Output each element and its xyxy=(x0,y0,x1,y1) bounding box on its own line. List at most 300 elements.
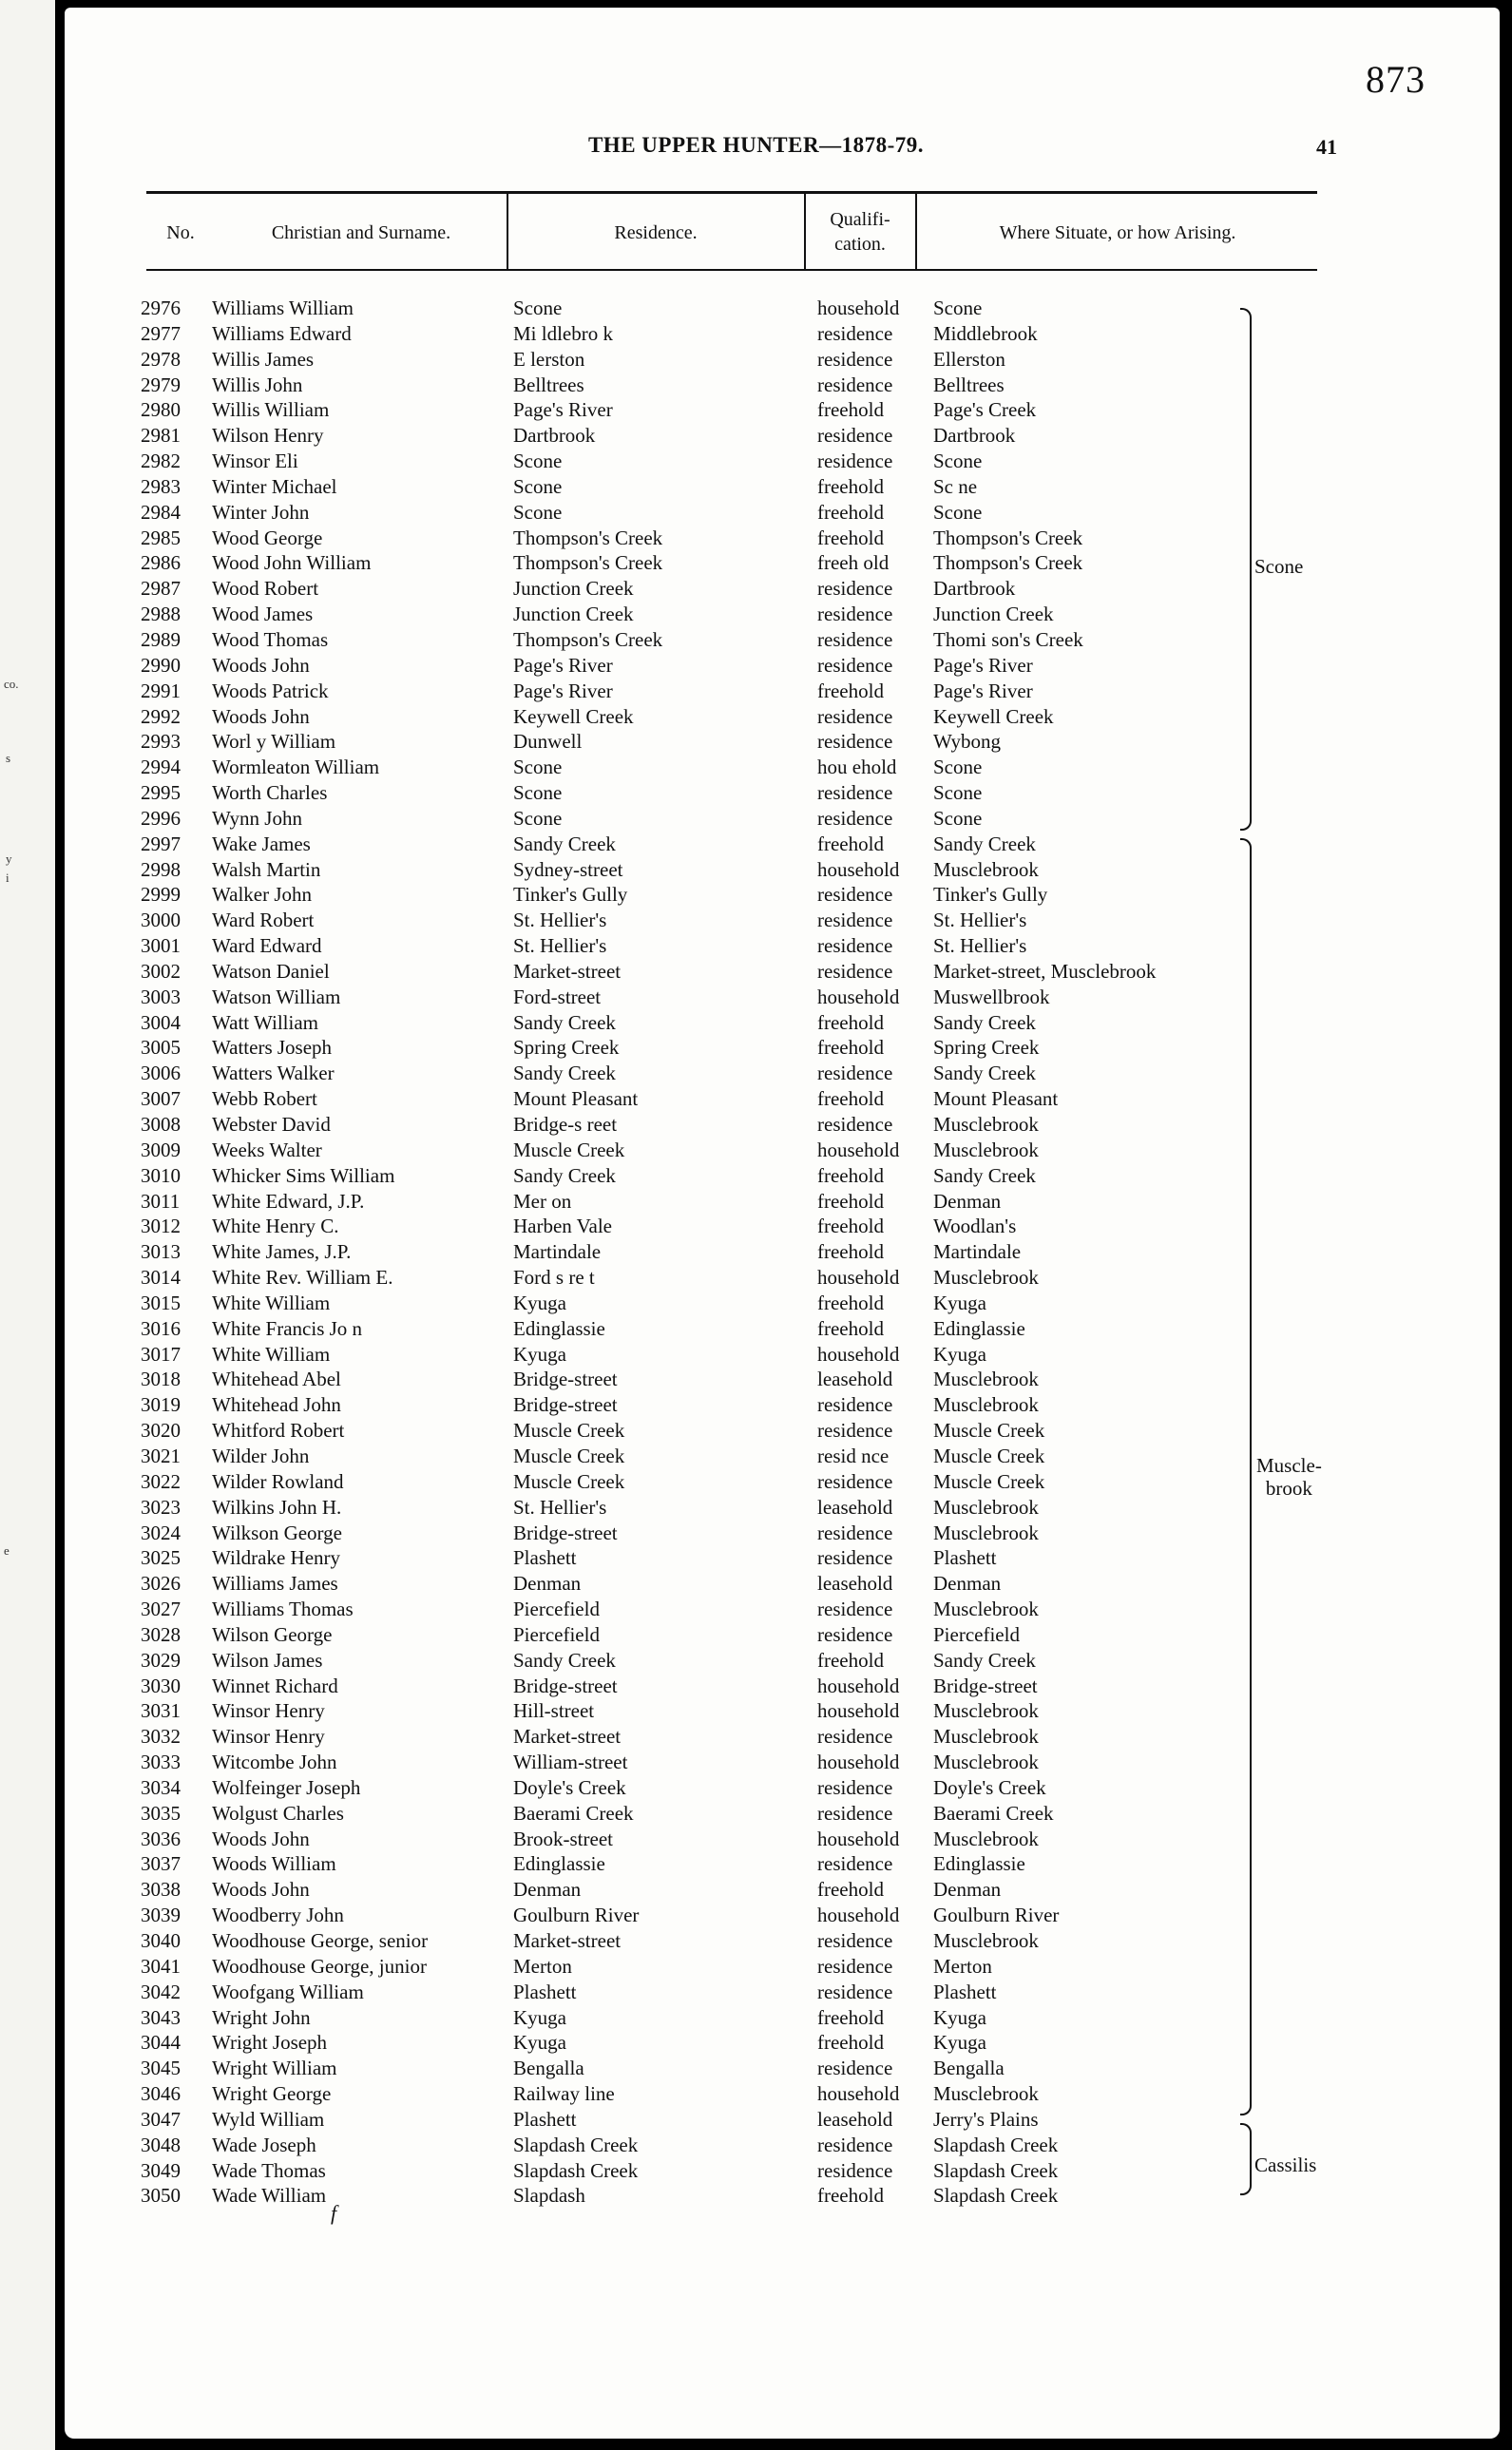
residence: St. Hellier's xyxy=(513,909,607,932)
residence: Page's River xyxy=(513,653,613,677)
entry-number: 3027 xyxy=(141,1598,181,1621)
residence: Ford s re t xyxy=(513,1266,595,1290)
table-row xyxy=(0,985,1512,1010)
voter-name: Watters Walker xyxy=(212,1062,335,1085)
qualification: residence xyxy=(817,1469,893,1493)
qualification: freehold xyxy=(817,2005,884,2029)
table-row xyxy=(0,1877,1512,1903)
table-row xyxy=(0,806,1512,832)
entry-number: 2994 xyxy=(141,756,181,779)
where-situate: Merton xyxy=(933,1954,992,1978)
voter-name: Wilder Rowland xyxy=(212,1469,344,1493)
table-row xyxy=(0,1521,1512,1546)
residence: Keywell Creek xyxy=(513,704,634,728)
residence: Brook-street xyxy=(513,1827,613,1850)
residence: Thompson's Creek xyxy=(513,526,663,549)
table-row xyxy=(0,526,1512,551)
entry-number: 3044 xyxy=(141,2031,181,2055)
residence: Sandy Creek xyxy=(513,832,616,855)
where-situate: Thomi son's Creek xyxy=(933,627,1083,651)
residence: William-street xyxy=(513,1751,628,1774)
where-situate: Slapdash Creek xyxy=(933,2184,1059,2208)
voter-name: Witcombe John xyxy=(212,1751,337,1774)
voter-name: Worl y William xyxy=(212,730,336,754)
table-row xyxy=(0,2107,1512,2133)
residence: Piercefield xyxy=(513,1622,600,1646)
table-row xyxy=(0,857,1512,883)
qualification: residence xyxy=(817,1521,893,1544)
voter-name: Walker John xyxy=(212,883,313,907)
where-situate: Bengalla xyxy=(933,2057,1005,2080)
table-row xyxy=(0,653,1512,679)
qualification: household xyxy=(817,1266,900,1290)
voter-name: Williams William xyxy=(212,297,354,319)
where-situate: Musclebrook xyxy=(933,1827,1039,1850)
where-situate: Denman xyxy=(933,1572,1002,1596)
header-where: Where Situate, or how Arising. xyxy=(999,222,1236,243)
voter-name: Woodhouse George, senior xyxy=(212,1929,429,1952)
qualification: residence xyxy=(817,1775,893,1799)
where-situate: Market-street, Musclebrook xyxy=(933,959,1157,983)
table-row xyxy=(0,2005,1512,2031)
qualification: freehold xyxy=(817,1189,884,1213)
header-qualification: Qualifi- cation. xyxy=(830,209,890,255)
table-row xyxy=(0,1801,1512,1827)
where-situate: Scone xyxy=(933,806,983,830)
qualification: household xyxy=(817,1904,900,1927)
where-situate: Junction Creek xyxy=(933,603,1054,626)
running-title: THE UPPER HUNTER—1878-79. xyxy=(587,133,925,157)
voter-name: Winsor Henry xyxy=(212,1725,325,1749)
qualification: residence xyxy=(817,1801,893,1825)
entry-number: 3028 xyxy=(141,1622,181,1646)
entry-number: 2993 xyxy=(141,730,181,754)
residence: Mi ldlebro k xyxy=(513,321,613,345)
where-situate: Dartbrook xyxy=(933,424,1016,448)
residence: Kyuga xyxy=(513,1342,566,1366)
voter-name: White Francis Jo n xyxy=(212,1316,363,1340)
table-row xyxy=(0,704,1512,730)
table-row xyxy=(0,1163,1512,1189)
residence: Goulburn River xyxy=(513,1904,640,1927)
residence: Scone xyxy=(513,781,563,805)
qualification: freehold xyxy=(817,1010,884,1034)
where-situate: Musclebrook xyxy=(933,1393,1039,1417)
voter-name: White Henry C. xyxy=(212,1215,339,1238)
entry-number: 2995 xyxy=(141,781,181,805)
where-situate: Musclebrook xyxy=(933,2082,1039,2106)
entry-number: 2978 xyxy=(141,347,181,371)
where-situate: Woodlan's xyxy=(933,1215,1017,1238)
voter-name: Woodberry John xyxy=(212,1904,344,1927)
where-situate: Kyuga xyxy=(933,2005,986,2029)
residence: Hill-street xyxy=(513,1699,595,1723)
where-situate: Musclebrook xyxy=(933,1929,1039,1952)
table-row xyxy=(0,908,1512,933)
voter-name: Woods John xyxy=(212,653,310,677)
where-situate: Musclebrook xyxy=(933,1266,1039,1290)
where-situate: Page's River xyxy=(933,653,1033,677)
where-situate: Page's River xyxy=(933,679,1033,702)
qualification: freehold xyxy=(817,1648,884,1672)
voter-name: Winter Michael xyxy=(212,474,337,498)
voter-name: Webb Robert xyxy=(212,1087,317,1111)
voter-name: Wormleaton William xyxy=(212,756,380,779)
qualification: freehold xyxy=(817,526,884,549)
where-situate: Kyuga xyxy=(933,2031,986,2055)
qualification: household xyxy=(817,2082,900,2106)
qualification: household xyxy=(817,985,900,1008)
qualification: residence xyxy=(817,1598,893,1621)
table-row xyxy=(0,1775,1512,1801)
table-row xyxy=(0,1827,1512,1852)
entry-number: 3041 xyxy=(141,1954,181,1978)
voter-name: Williams Thomas xyxy=(212,1598,354,1621)
where-situate: Mount Pleasant xyxy=(933,1087,1059,1111)
entry-number: 2998 xyxy=(141,857,181,881)
table-row xyxy=(0,423,1512,449)
group-brace xyxy=(1240,565,1252,831)
qualification: resid nce xyxy=(817,1444,890,1467)
voter-name: Whicker Sims William xyxy=(212,1163,395,1187)
table-row xyxy=(0,1622,1512,1648)
where-situate: Sandy Creek xyxy=(933,832,1036,855)
residence: Ford-street xyxy=(513,985,602,1008)
voter-name: Winsor Eli xyxy=(212,450,298,473)
table-row xyxy=(0,882,1512,908)
table-row xyxy=(0,679,1512,704)
entry-number: 3006 xyxy=(141,1062,181,1085)
table-row xyxy=(0,755,1512,780)
table-row xyxy=(0,1342,1512,1368)
entry-number: 3019 xyxy=(141,1393,181,1417)
voter-name: Wynn John xyxy=(212,806,302,830)
residence: Slapdash Creek xyxy=(513,2133,639,2156)
where-situate: Musclebrook xyxy=(933,1598,1039,1621)
residence: Martindale xyxy=(513,1240,602,1264)
entry-number: 3038 xyxy=(141,1878,181,1902)
qualification: freehold xyxy=(817,2184,884,2208)
residence: Tinker's Gully xyxy=(513,883,628,907)
entry-number: 3043 xyxy=(141,2005,181,2029)
margin-fragment: y xyxy=(6,852,12,866)
qualification: residence xyxy=(817,627,893,651)
entry-number: 3021 xyxy=(141,1444,181,1467)
voter-name: Watson Daniel xyxy=(212,959,330,983)
residence: Dartbrook xyxy=(513,424,596,448)
voter-name: Whitehead Abel xyxy=(212,1368,341,1391)
residence: Bridge-street xyxy=(513,1674,618,1697)
where-situate: Scone xyxy=(933,500,983,524)
where-situate: Belltrees xyxy=(933,373,1005,396)
entry-number: 3022 xyxy=(141,1469,181,1493)
entry-number: 3050 xyxy=(141,2184,181,2208)
residence: Scone xyxy=(513,806,563,830)
entry-number: 3036 xyxy=(141,1827,181,1850)
residence: Market-street xyxy=(513,959,622,983)
where-situate: Sandy Creek xyxy=(933,1648,1036,1672)
qualification: household xyxy=(817,297,900,319)
where-situate: Plashett xyxy=(933,1546,997,1570)
where-situate: Slapdash Creek xyxy=(933,2158,1059,2182)
where-situate: Muscle Creek xyxy=(933,1444,1045,1467)
residence: Bridge-street xyxy=(513,1393,618,1417)
residence: Muscle Creek xyxy=(513,1138,625,1161)
table-row xyxy=(0,1392,1512,1418)
where-situate: Goulburn River xyxy=(933,1904,1060,1927)
voter-name: Wilkson George xyxy=(212,1521,342,1544)
group-label-musclebrook: Muscle- brook xyxy=(1256,1454,1322,1500)
residence: Kyuga xyxy=(513,2031,566,2055)
qualification: household xyxy=(817,1342,900,1366)
voter-name: Woofgang William xyxy=(212,1980,364,2003)
entry-number: 3004 xyxy=(141,1010,181,1034)
where-situate: Musclebrook xyxy=(933,1495,1039,1519)
qualification: residence xyxy=(817,1546,893,1570)
qualification: leasehold xyxy=(817,2107,893,2131)
table-row xyxy=(0,959,1512,985)
table-row xyxy=(0,1086,1512,1112)
table-row xyxy=(0,1648,1512,1674)
voter-name: Williams Edward xyxy=(212,321,352,345)
where-situate: Wybong xyxy=(933,730,1002,754)
qualification: residence xyxy=(817,959,893,983)
table-row xyxy=(0,296,1512,321)
voter-name: White William xyxy=(212,1291,331,1314)
where-situate: Sandy Creek xyxy=(933,1163,1036,1187)
table-row xyxy=(0,373,1512,398)
table-row xyxy=(0,474,1512,500)
residence: Edinglassie xyxy=(513,1316,605,1340)
where-situate: Bridge-street xyxy=(933,1674,1038,1697)
qualification: residence xyxy=(817,934,893,958)
residence: Page's River xyxy=(513,679,613,702)
entry-number: 3024 xyxy=(141,1521,181,1544)
residence: Plashett xyxy=(513,1546,577,1570)
entry-number: 3020 xyxy=(141,1419,181,1443)
where-situate: Piercefield xyxy=(933,1622,1020,1646)
qualification: freeh old xyxy=(817,551,890,575)
table-row xyxy=(0,1597,1512,1622)
entry-number: 2977 xyxy=(141,321,181,345)
qualification: residence xyxy=(817,424,893,448)
residence: Bengalla xyxy=(513,2057,584,2080)
entry-number: 3016 xyxy=(141,1316,181,1340)
page-number: 873 xyxy=(1366,58,1426,101)
where-situate: Denman xyxy=(933,1878,1002,1902)
residence: Edinglassie xyxy=(513,1852,605,1876)
qualification: household xyxy=(817,1699,900,1723)
voter-name: Woods John xyxy=(212,704,310,728)
entry-number: 3015 xyxy=(141,1291,181,1314)
qualification: freehold xyxy=(817,1163,884,1187)
entry-number: 3033 xyxy=(141,1751,181,1774)
voter-name: Whitford Robert xyxy=(212,1419,345,1443)
where-situate: Edinglassie xyxy=(933,1852,1025,1876)
group-brace xyxy=(1240,838,1252,1467)
where-situate: Musclebrook xyxy=(933,1699,1039,1723)
voter-name: Woods William xyxy=(212,1852,336,1876)
qualification: household xyxy=(817,1827,900,1850)
entry-number: 3003 xyxy=(141,985,181,1008)
group-brace xyxy=(1240,308,1252,565)
voter-name: Wolgust Charles xyxy=(212,1801,344,1825)
voter-name: Ward Robert xyxy=(212,909,315,932)
qualification: residence xyxy=(817,2133,893,2156)
table-row xyxy=(0,602,1512,627)
qualification: residence xyxy=(817,347,893,371)
voter-name: Wright George xyxy=(212,2082,332,2106)
qualification: residence xyxy=(817,704,893,728)
entry-number: 2996 xyxy=(141,806,181,830)
entry-number: 2989 xyxy=(141,627,181,651)
voter-name: Woods Patrick xyxy=(212,679,329,702)
entry-number: 2988 xyxy=(141,603,181,626)
table-row xyxy=(0,347,1512,373)
qualification: leasehold xyxy=(817,1495,893,1519)
entry-number: 2997 xyxy=(141,832,181,855)
residence: Thompson's Creek xyxy=(513,551,663,575)
qualification: household xyxy=(817,857,900,881)
where-situate: Keywell Creek xyxy=(933,704,1054,728)
voter-name: Wilder John xyxy=(212,1444,310,1467)
margin-fragment: co. xyxy=(4,677,19,691)
qualification: leasehold xyxy=(817,1368,893,1391)
voter-name: Wood Thomas xyxy=(212,627,329,651)
entry-number: 3010 xyxy=(141,1163,181,1187)
residence: Dunwell xyxy=(513,730,583,754)
where-situate: Page's Creek xyxy=(933,398,1037,422)
entry-number: 2984 xyxy=(141,500,181,524)
entry-number: 2981 xyxy=(141,424,181,448)
entry-number: 3042 xyxy=(141,1980,181,2003)
table-row xyxy=(0,1571,1512,1597)
residence: Slapdash Creek xyxy=(513,2158,639,2182)
entry-number: 2986 xyxy=(141,551,181,575)
qualification: freehold xyxy=(817,832,884,855)
where-situate: Muswellbrook xyxy=(933,985,1050,1008)
where-situate: Sandy Creek xyxy=(933,1010,1036,1034)
entry-number: 3030 xyxy=(141,1674,181,1697)
voter-name: Worth Charles xyxy=(212,781,328,805)
table-row xyxy=(0,780,1512,806)
qualification: residence xyxy=(817,1062,893,1085)
entry-number: 3018 xyxy=(141,1368,181,1391)
voter-name: Walsh Martin xyxy=(212,857,321,881)
where-situate: Kyuga xyxy=(933,1342,986,1366)
voter-name: Wood George xyxy=(212,526,323,549)
entry-number: 3035 xyxy=(141,1801,181,1825)
table-row xyxy=(0,1903,1512,1928)
residence: Kyuga xyxy=(513,2005,566,2029)
qualification: residence xyxy=(817,1725,893,1749)
where-situate: Plashett xyxy=(933,1980,997,2003)
table-row xyxy=(0,1851,1512,1877)
residence: Denman xyxy=(513,1878,582,1902)
entry-number: 2983 xyxy=(141,474,181,498)
entry-number: 3017 xyxy=(141,1342,181,1366)
entry-number: 3007 xyxy=(141,1087,181,1111)
entry-number: 3047 xyxy=(141,2107,181,2131)
table-row xyxy=(0,2030,1512,2056)
residence: Thompson's Creek xyxy=(513,627,663,651)
table-row xyxy=(0,1418,1512,1444)
where-situate: Thompson's Creek xyxy=(933,526,1083,549)
entry-number: 3025 xyxy=(141,1546,181,1570)
entry-number: 3023 xyxy=(141,1495,181,1519)
qualification: freehold xyxy=(817,1240,884,1264)
voter-name: Woods John xyxy=(212,1878,310,1902)
where-situate: Scone xyxy=(933,450,983,473)
residence: Mer on xyxy=(513,1189,572,1213)
voter-name: Wright John xyxy=(212,2005,311,2029)
qualification: freehold xyxy=(817,1215,884,1238)
voter-name: Willis John xyxy=(212,373,303,396)
entry-number: 3039 xyxy=(141,1904,181,1927)
qualification: residence xyxy=(817,1622,893,1646)
qualification: residence xyxy=(817,321,893,345)
residence: Scone xyxy=(513,500,563,524)
voter-name: Wilson George xyxy=(212,1622,333,1646)
qualification: residence xyxy=(817,1419,893,1443)
where-situate: Middlebrook xyxy=(933,321,1038,345)
entry-number: 3048 xyxy=(141,2133,181,2156)
voter-name: Weeks Walter xyxy=(212,1138,322,1161)
voter-name: Wade Joseph xyxy=(212,2133,316,2156)
residence: Sandy Creek xyxy=(513,1648,616,1672)
residence: Muscle Creek xyxy=(513,1419,625,1443)
qualification: freehold xyxy=(817,1036,884,1060)
entry-number: 3005 xyxy=(141,1036,181,1060)
table-row xyxy=(0,1724,1512,1750)
table-row xyxy=(0,1035,1512,1061)
voter-name: Webster David xyxy=(212,1113,331,1136)
qualification: residence xyxy=(817,1929,893,1952)
qualification: household xyxy=(817,1674,900,1697)
where-situate: Sc ne xyxy=(933,474,978,498)
voter-name: White Edward, J.P. xyxy=(212,1189,365,1213)
table-row xyxy=(0,1316,1512,1342)
table-row xyxy=(0,1928,1512,1954)
table-row xyxy=(0,1189,1512,1215)
entry-number: 3029 xyxy=(141,1648,181,1672)
residence: Bridge-street xyxy=(513,1368,618,1391)
qualification: residence xyxy=(817,781,893,805)
where-situate: Doyle's Creek xyxy=(933,1775,1046,1799)
group-brace xyxy=(1240,2165,1252,2195)
qualification: freehold xyxy=(817,1087,884,1111)
voter-name: Wildrake Henry xyxy=(212,1546,341,1570)
where-situate: Kyuga xyxy=(933,1291,986,1314)
table-row xyxy=(0,1954,1512,1980)
qualification: residence xyxy=(817,1954,893,1978)
header-name: Christian and Surname. xyxy=(271,222,451,243)
qualification: freehold xyxy=(817,500,884,524)
voter-name: White William xyxy=(212,1342,331,1366)
folio-number: 41 xyxy=(1316,135,1337,159)
table-row xyxy=(0,1545,1512,1571)
entry-number: 2992 xyxy=(141,704,181,728)
entry-number: 2987 xyxy=(141,577,181,601)
residence: Kyuga xyxy=(513,1291,566,1314)
column-divider xyxy=(507,194,508,270)
entry-number: 3013 xyxy=(141,1240,181,1264)
qualification: residence xyxy=(817,883,893,907)
printer-signature: f xyxy=(331,2201,337,2225)
residence: Baerami Creek xyxy=(513,1801,634,1825)
residence: Spring Creek xyxy=(513,1036,620,1060)
entry-number: 3040 xyxy=(141,1929,181,1952)
